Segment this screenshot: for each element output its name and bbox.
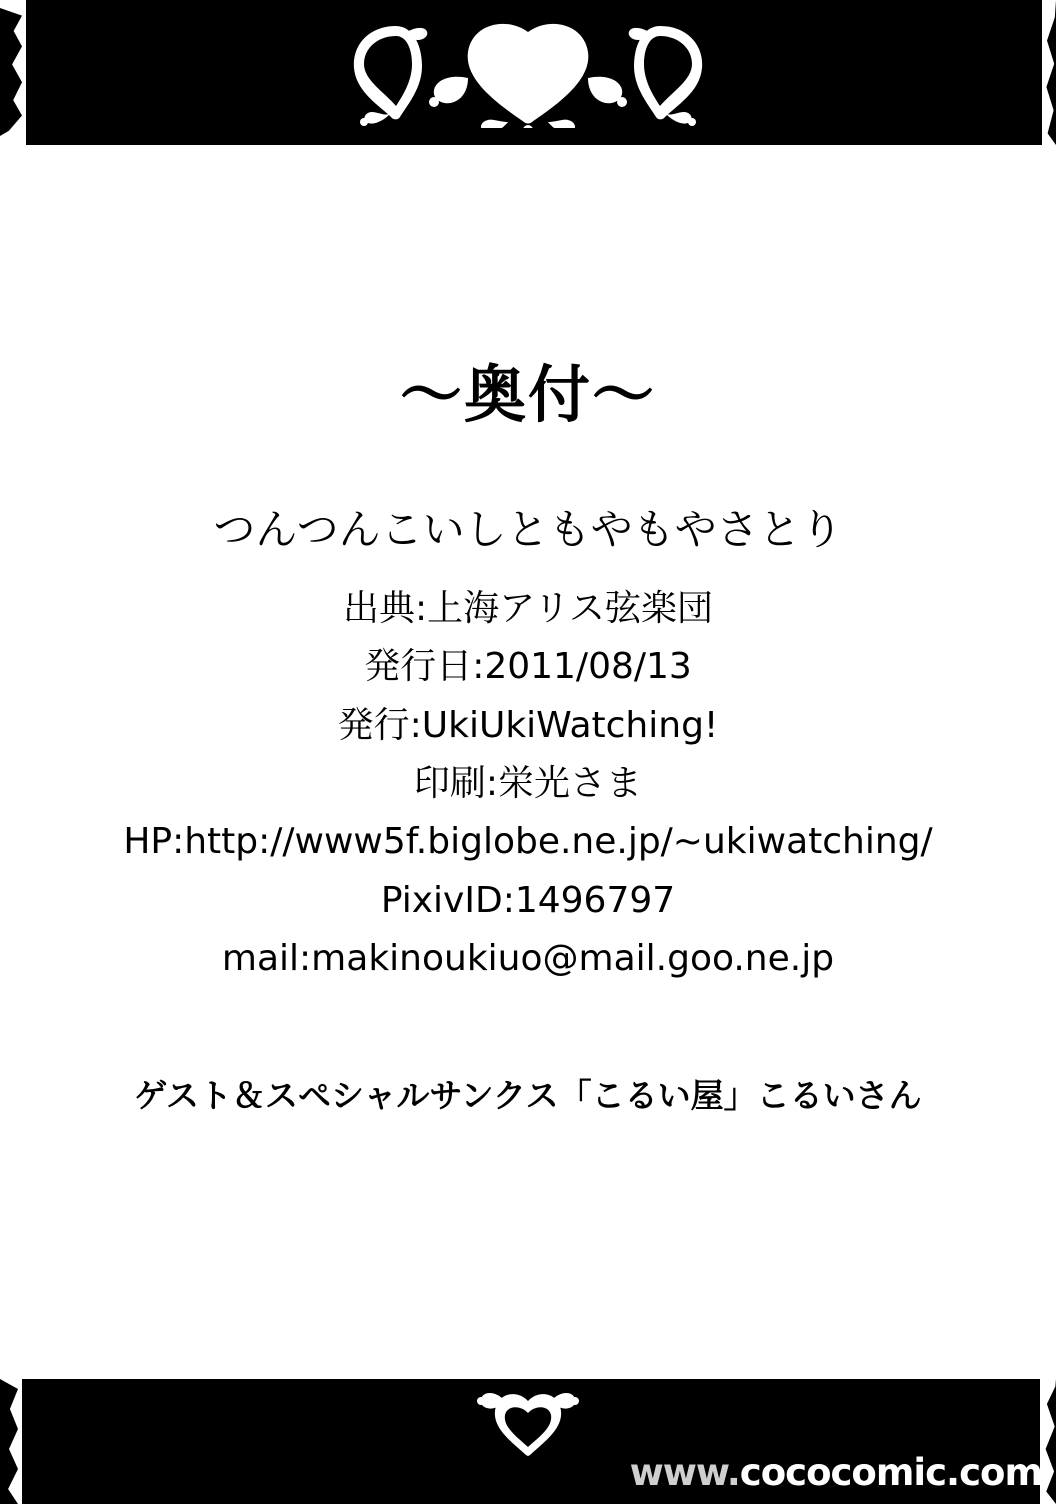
- credit-homepage-url: HP:http://www5f.biglobe.ne.jp/~ukiwatching/: [123, 821, 933, 863]
- watermark-prefix: www.: [629, 1451, 740, 1494]
- credit-printer: 印刷:栄光さま: [413, 762, 643, 804]
- credit-source: 出典:上海アリス弦楽団: [343, 588, 713, 630]
- bottom-decorative-band: [0, 1379, 1056, 1504]
- watermark-suffix: .com: [946, 1451, 1042, 1494]
- special-thanks-line: ゲスト＆スペシャルサンクス「こるい屋」こるいさん: [134, 1076, 922, 1116]
- triple-heart-flourish-icon: [0, 18, 1056, 128]
- site-watermark: [630, 1451, 1042, 1494]
- credit-pixiv-id: PixivID:1496797: [380, 879, 676, 921]
- page-title: ～奥付～: [399, 358, 656, 431]
- colophon-page: [0, 145, 1056, 1379]
- credits-list: [0, 496, 1056, 988]
- credit-publish-date: 発行日:2011/08/13: [364, 646, 692, 688]
- credit-publisher: 発行:UkiUkiWatching!: [337, 704, 719, 746]
- top-decorative-band: [0, 0, 1056, 145]
- credit-email: mail:makinoukiuo@mail.goo.ne.jp: [221, 937, 835, 979]
- watermark-brand: cococomic: [739, 1451, 947, 1494]
- credit-work-title: つんつんこいしともやもやさとり: [213, 505, 843, 554]
